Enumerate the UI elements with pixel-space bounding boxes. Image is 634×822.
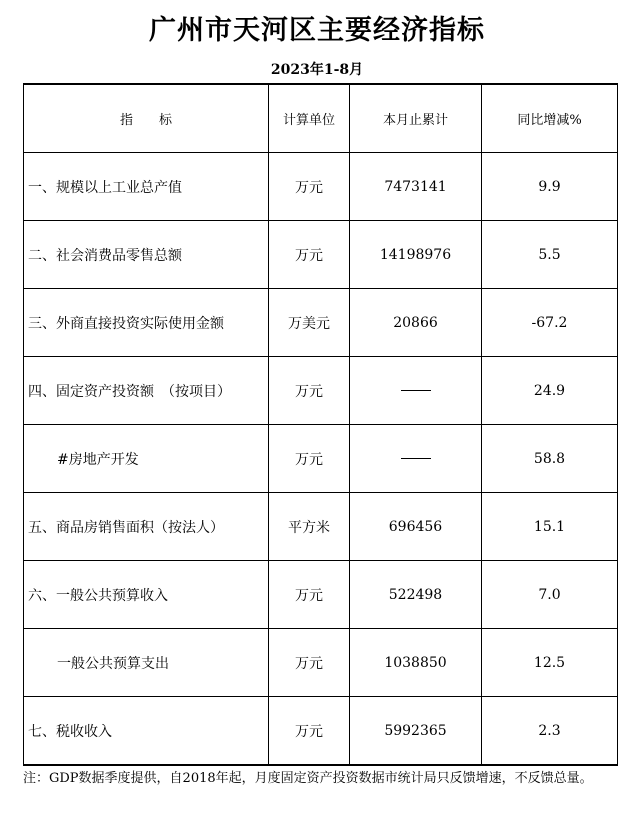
indicator-name: #房地产开发 <box>24 425 269 493</box>
indicator-value: 14198976 <box>350 221 482 289</box>
table-row <box>24 561 618 629</box>
indicator-unit: 万元 <box>269 153 350 221</box>
indicator-change: 15.1 <box>482 493 618 561</box>
indicator-name: 一、规模以上工业总产值 <box>24 153 269 221</box>
indicator-value: 696456 <box>350 493 482 561</box>
indicator-value: 5992365 <box>350 697 482 766</box>
indicator-unit: 万元 <box>269 629 350 697</box>
indicator-unit: 万元 <box>269 697 350 766</box>
indicator-unit: 万美元 <box>269 289 350 357</box>
column-header-yoy: 同比增减% <box>482 84 618 153</box>
table-row <box>24 629 618 697</box>
indicator-value-unavailable <box>350 425 482 493</box>
page-title: 广州市天河区主要经济指标 <box>149 15 485 46</box>
table-header-row <box>24 84 618 153</box>
indicator-value: 1038850 <box>350 629 482 697</box>
indicator-change: 7.0 <box>482 561 618 629</box>
indicator-change: 58.8 <box>482 425 618 493</box>
period-subtitle: 2023年1-8月 <box>270 62 364 78</box>
indicator-name: 二、社会消费品零售总额 <box>24 221 269 289</box>
column-header-cumulative: 本月止累计 <box>350 84 482 153</box>
table-row <box>24 289 618 357</box>
indicator-name: 一般公共预算支出 <box>24 629 269 697</box>
indicator-value: 20866 <box>350 289 482 357</box>
table-row <box>24 221 618 289</box>
indicator-name: 三、外商直接投资实际使用金额 <box>24 289 269 357</box>
indicator-change: 5.5 <box>482 221 618 289</box>
indicator-name: 五、商品房销售面积（按法人） <box>24 493 269 561</box>
indicator-change: 9.9 <box>482 153 618 221</box>
dash-placeholder <box>401 390 431 391</box>
footnote: 注：GDP数据季度提供，自2018年起，月度固定资产投资数据市统计局只反馈增速，不反馈总量。 <box>23 771 593 786</box>
indicator-value: 522498 <box>350 561 482 629</box>
indicator-value-unavailable <box>350 357 482 425</box>
table-row <box>24 357 618 425</box>
indicator-name: 四、固定资产投资额 （按项目） <box>24 357 269 425</box>
indicator-unit: 万元 <box>269 357 350 425</box>
column-header-unit: 计算单位 <box>269 84 350 153</box>
column-header-indicator: 指 标 <box>24 84 269 153</box>
indicator-name: 六、一般公共预算收入 <box>24 561 269 629</box>
indicator-change: 2.3 <box>482 697 618 766</box>
indicator-change: -67.2 <box>482 289 618 357</box>
dash-placeholder <box>401 458 431 459</box>
indicator-unit: 平方米 <box>269 493 350 561</box>
indicator-change: 12.5 <box>482 629 618 697</box>
indicator-unit: 万元 <box>269 425 350 493</box>
indicator-table <box>23 83 618 766</box>
table-row <box>24 697 618 766</box>
table-row <box>24 425 618 493</box>
indicator-change: 24.9 <box>482 357 618 425</box>
indicator-unit: 万元 <box>269 561 350 629</box>
table-row <box>24 493 618 561</box>
indicator-value: 7473141 <box>350 153 482 221</box>
table-row <box>24 153 618 221</box>
indicator-name: 七、税收收入 <box>24 697 269 766</box>
indicator-unit: 万元 <box>269 221 350 289</box>
